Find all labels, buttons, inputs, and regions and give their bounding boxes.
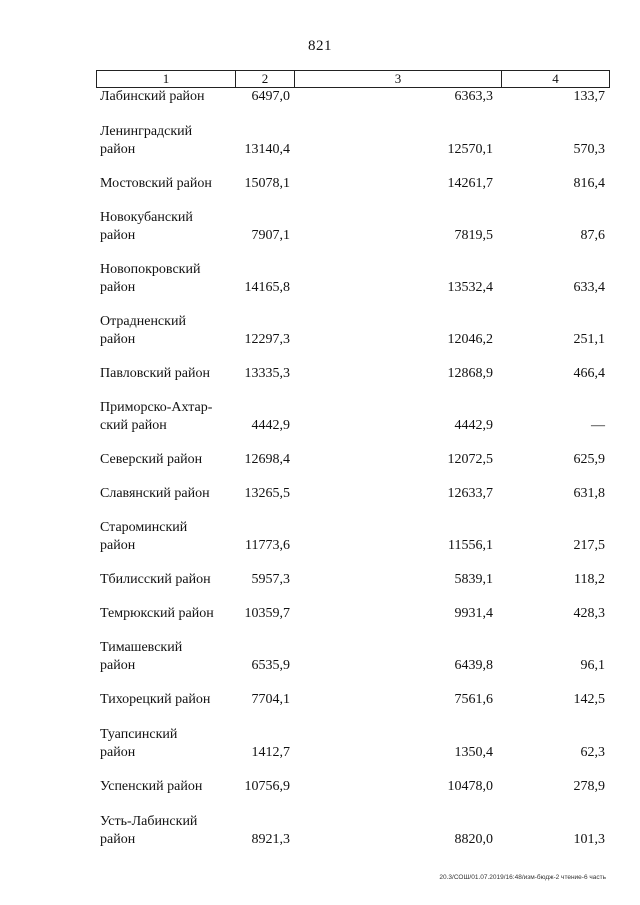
table-header	[96, 70, 610, 88]
value-col-2: 11773,6	[245, 538, 290, 553]
district-name: Тбилисский район	[100, 572, 211, 587]
table-row	[0, 365, 640, 383]
district-name: Приморско-Ахтар- ский район	[100, 400, 213, 433]
value-col-3: 1350,4	[454, 745, 493, 760]
header-col-2: 2	[236, 71, 295, 87]
table-row	[0, 451, 640, 469]
value-col-2: 6497,0	[251, 89, 290, 104]
header-col-3: 3	[295, 71, 502, 87]
table-row	[0, 639, 640, 675]
table-row	[0, 399, 640, 435]
value-col-3: 12868,9	[447, 366, 493, 381]
value-col-4: 816,4	[573, 176, 605, 191]
value-col-2: 8921,3	[251, 832, 290, 847]
district-name: Тимашевский район	[100, 640, 183, 673]
value-col-2: 10359,7	[244, 606, 290, 621]
value-col-3: 14261,7	[447, 176, 493, 191]
district-name: Новопокровский район	[100, 262, 201, 295]
value-col-3: 12046,2	[447, 332, 493, 347]
value-col-4: 466,4	[573, 366, 605, 381]
value-col-4: 633,4	[573, 280, 605, 295]
header-col-4: 4	[552, 71, 559, 86]
page-number: 821	[308, 38, 332, 54]
header-col-1: 1	[97, 71, 236, 87]
value-col-3: 13532,4	[447, 280, 493, 295]
value-col-4: 101,3	[573, 832, 605, 847]
district-name: Тихорецкий район	[100, 692, 211, 707]
table-row	[0, 519, 640, 555]
footer-note: 20.3/СОШ/01.07.2019/16:48/изм-бюдж-2 чтение-6 часть	[439, 874, 606, 881]
value-col-3: 4442,9	[454, 418, 493, 433]
value-col-2: 5957,3	[251, 572, 290, 587]
value-col-4: 62,3	[580, 745, 605, 760]
table-row	[0, 261, 640, 297]
value-col-3: 12072,5	[447, 452, 493, 467]
table-row	[0, 485, 640, 503]
value-col-4: 142,5	[573, 692, 605, 707]
value-col-4: 428,3	[573, 606, 605, 621]
value-col-2: 7704,1	[251, 692, 290, 707]
table-row	[0, 571, 640, 589]
district-name: Темрюкский район	[100, 606, 214, 621]
value-col-4: 570,3	[573, 142, 605, 157]
value-col-4: 251,1	[573, 332, 605, 347]
value-col-4: 278,9	[573, 779, 605, 794]
value-col-4: 133,7	[573, 89, 605, 104]
value-col-4: 625,9	[573, 452, 605, 467]
table-row	[0, 123, 640, 159]
value-col-3: 6439,8	[454, 658, 493, 673]
value-col-4: 217,5	[573, 538, 605, 553]
table-row	[0, 605, 640, 623]
value-col-2: 12297,3	[244, 332, 290, 347]
table-row	[0, 813, 640, 849]
table-row	[0, 175, 640, 193]
value-col-2: 15078,1	[244, 176, 290, 191]
district-name: Туапсинский район	[100, 727, 178, 760]
value-col-2: 12698,4	[244, 452, 290, 467]
table-row	[0, 691, 640, 709]
value-col-3: 6363,3	[454, 89, 493, 104]
value-col-3: 10478,0	[447, 779, 493, 794]
district-name: Павловский район	[100, 366, 210, 381]
district-name: Ленинградский район	[100, 124, 193, 157]
value-col-2: 13335,3	[244, 366, 290, 381]
table-row	[0, 726, 640, 762]
value-col-3: 5839,1	[454, 572, 493, 587]
table-row	[0, 88, 640, 106]
value-col-2: 14165,8	[244, 280, 290, 295]
district-name: Лабинский район	[100, 89, 205, 104]
value-col-3: 12570,1	[447, 142, 493, 157]
value-col-2: 1412,7	[251, 745, 290, 760]
value-col-2: 6535,9	[251, 658, 290, 673]
value-col-3: 7819,5	[454, 228, 493, 243]
value-col-4: 118,2	[574, 572, 605, 587]
value-col-2: 13140,4	[244, 142, 290, 157]
value-col-3: 9931,4	[454, 606, 493, 621]
value-col-4: 87,6	[580, 228, 605, 243]
value-col-3: 12633,7	[447, 486, 493, 501]
value-col-2: 10756,9	[244, 779, 290, 794]
value-col-4: —	[591, 418, 605, 433]
district-name: Новокубанский район	[100, 210, 193, 243]
value-col-3: 7561,6	[454, 692, 493, 707]
district-name: Усть-Лабинский район	[100, 814, 198, 847]
district-name: Мостовский район	[100, 176, 212, 191]
value-col-2: 7907,1	[251, 228, 290, 243]
value-col-2: 4442,9	[251, 418, 290, 433]
value-col-4: 631,8	[573, 486, 605, 501]
table-row	[0, 209, 640, 245]
value-col-2: 13265,5	[244, 486, 290, 501]
table-row	[0, 313, 640, 349]
district-name: Славянский район	[100, 486, 210, 501]
district-name: Успенский район	[100, 779, 203, 794]
district-name: Северский район	[100, 452, 203, 467]
value-col-3: 8820,0	[454, 832, 493, 847]
value-col-4: 96,1	[580, 658, 605, 673]
district-name: Староминский район	[100, 520, 188, 553]
table-row	[0, 778, 640, 796]
district-name: Отрадненский район	[100, 314, 186, 347]
value-col-3: 11556,1	[448, 538, 493, 553]
